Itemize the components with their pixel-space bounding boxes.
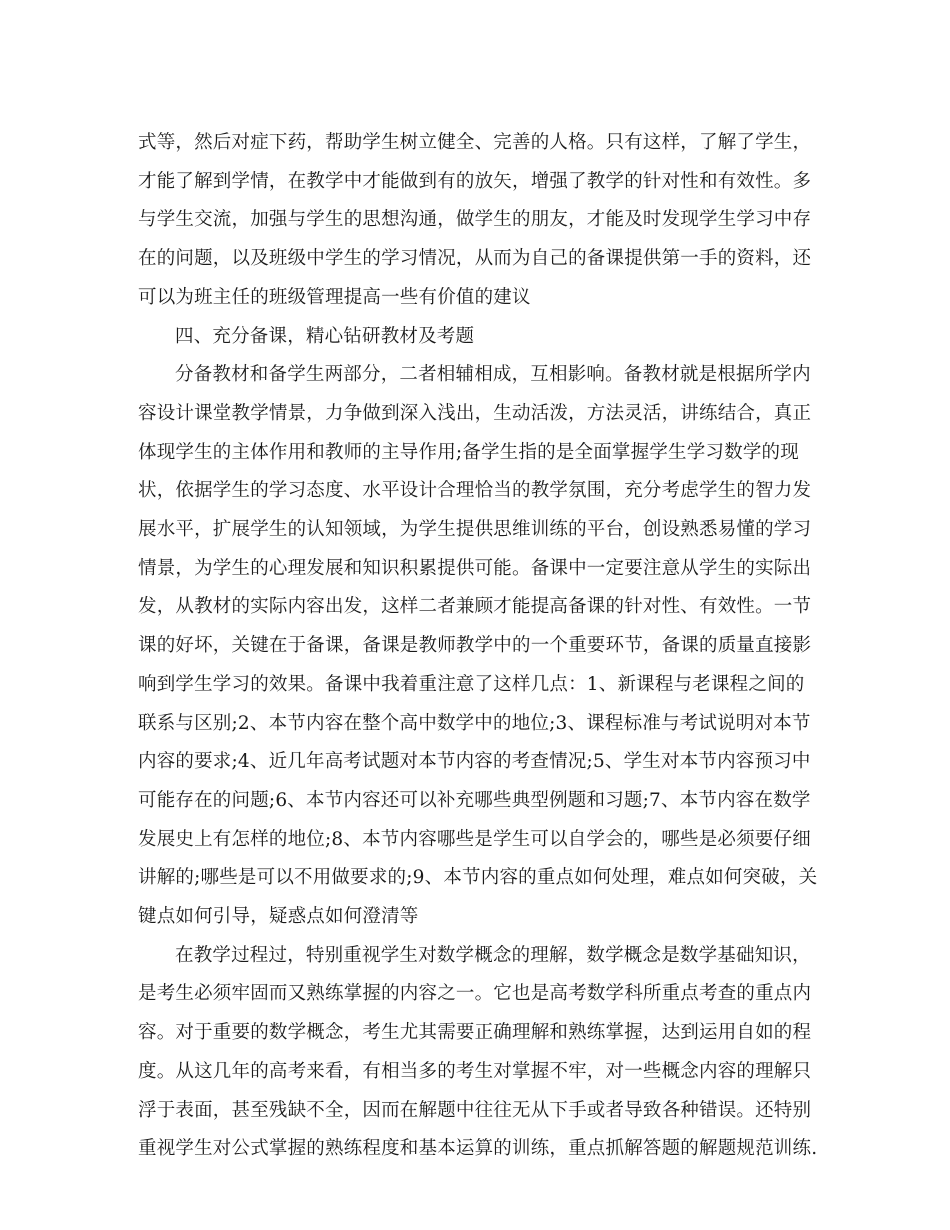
section-heading-lesson-prep: 四、充分备课，精心钻研教材及考题 <box>175 325 475 347</box>
paragraph-lesson-preparation: 分备教材和备学生两部分，二者相辅相成，互相影响。备教材就是根据所学内容设计课堂教学情景，力争做到深入浅出，生动活泼，方法灵活，讲练结合，真正体现学生的主体作用和教师的主导作用;备学生指的是全面掌握学生学习数学的现状，依据学生的学习态度、水平设计合理恰当的教学氛围，充分考虑学生的智力发展水平，扩展学生的认知领域，为学生提供思维训练的平台，创设熟悉易懂的学习情景，为学生的心理发展和知识积累提供可能。备课中一定要注意从学生的实际出发，从教材的实际内容出发，这样二者兼顾才能提高备课的针对性、有效性。一节课的好坏，关键在于备课，备课是教师教学中的一个重要环节，备课的质量直接影响到学生学习的效果。备课中我着重注意了这样几点：1、新课程与老课程之间的联系与区别;2、本节内容在整个高中数学中的地位;3、课程标准与考试说明对本节内容的要求;4、近几年高考试题对本节内容的考查情况;5、学生对本节内容预习中可能存在的问题;6、本节内容还可以补充哪些典型例题和习题;7、本节内容在数学发展史上有怎样的地位;8、本节内容哪些是学生可以自学会的，哪些是必须要仔细讲解的;哪些是可以不用做要求的;9、本节内容的重点如何处理，难点如何突破，关键点如何引导，疑惑点如何澄清等 <box>138 364 818 928</box>
paragraph-student-understanding: 式等，然后对症下药，帮助学生树立健全、完善的人格。只有这样，了解了学生，才能了解到学情，在教学中才能做到有的放矢，增强了教学的针对性和有效性。多与学生交流，加强与学生的思想沟通，做学生的朋友，才能及时发现学生学习中存在的问题，以及班级中学生的学习情况，从而为自己的备课提供第一手的资料，还可以为班主任的班级管理提高一些有价值的建议 <box>138 132 812 308</box>
paragraph-math-concepts: 在教学过程过，特别重视学生对数学概念的理解，数学概念是数学基础知识，是考生必须牢固而又熟练掌握的内容之一。它也是高考数学科所重点考查的重点内容。对于重要的数学概念，考生尤其需要正确理解和熟练掌握，达到运用自如的程度。从这几年的高考来看，有相当多的考生对掌握不牢，对一些概念内容的理解只浮于表面，甚至残缺不全，因而在解题中往往无从下手或者导致各种错误。还特别重视学生对公式掌握的熟练程度和基本运算的训练，重点抓解答题的解题规范训练. <box>138 944 818 1160</box>
document-page <box>138 124 818 1169</box>
